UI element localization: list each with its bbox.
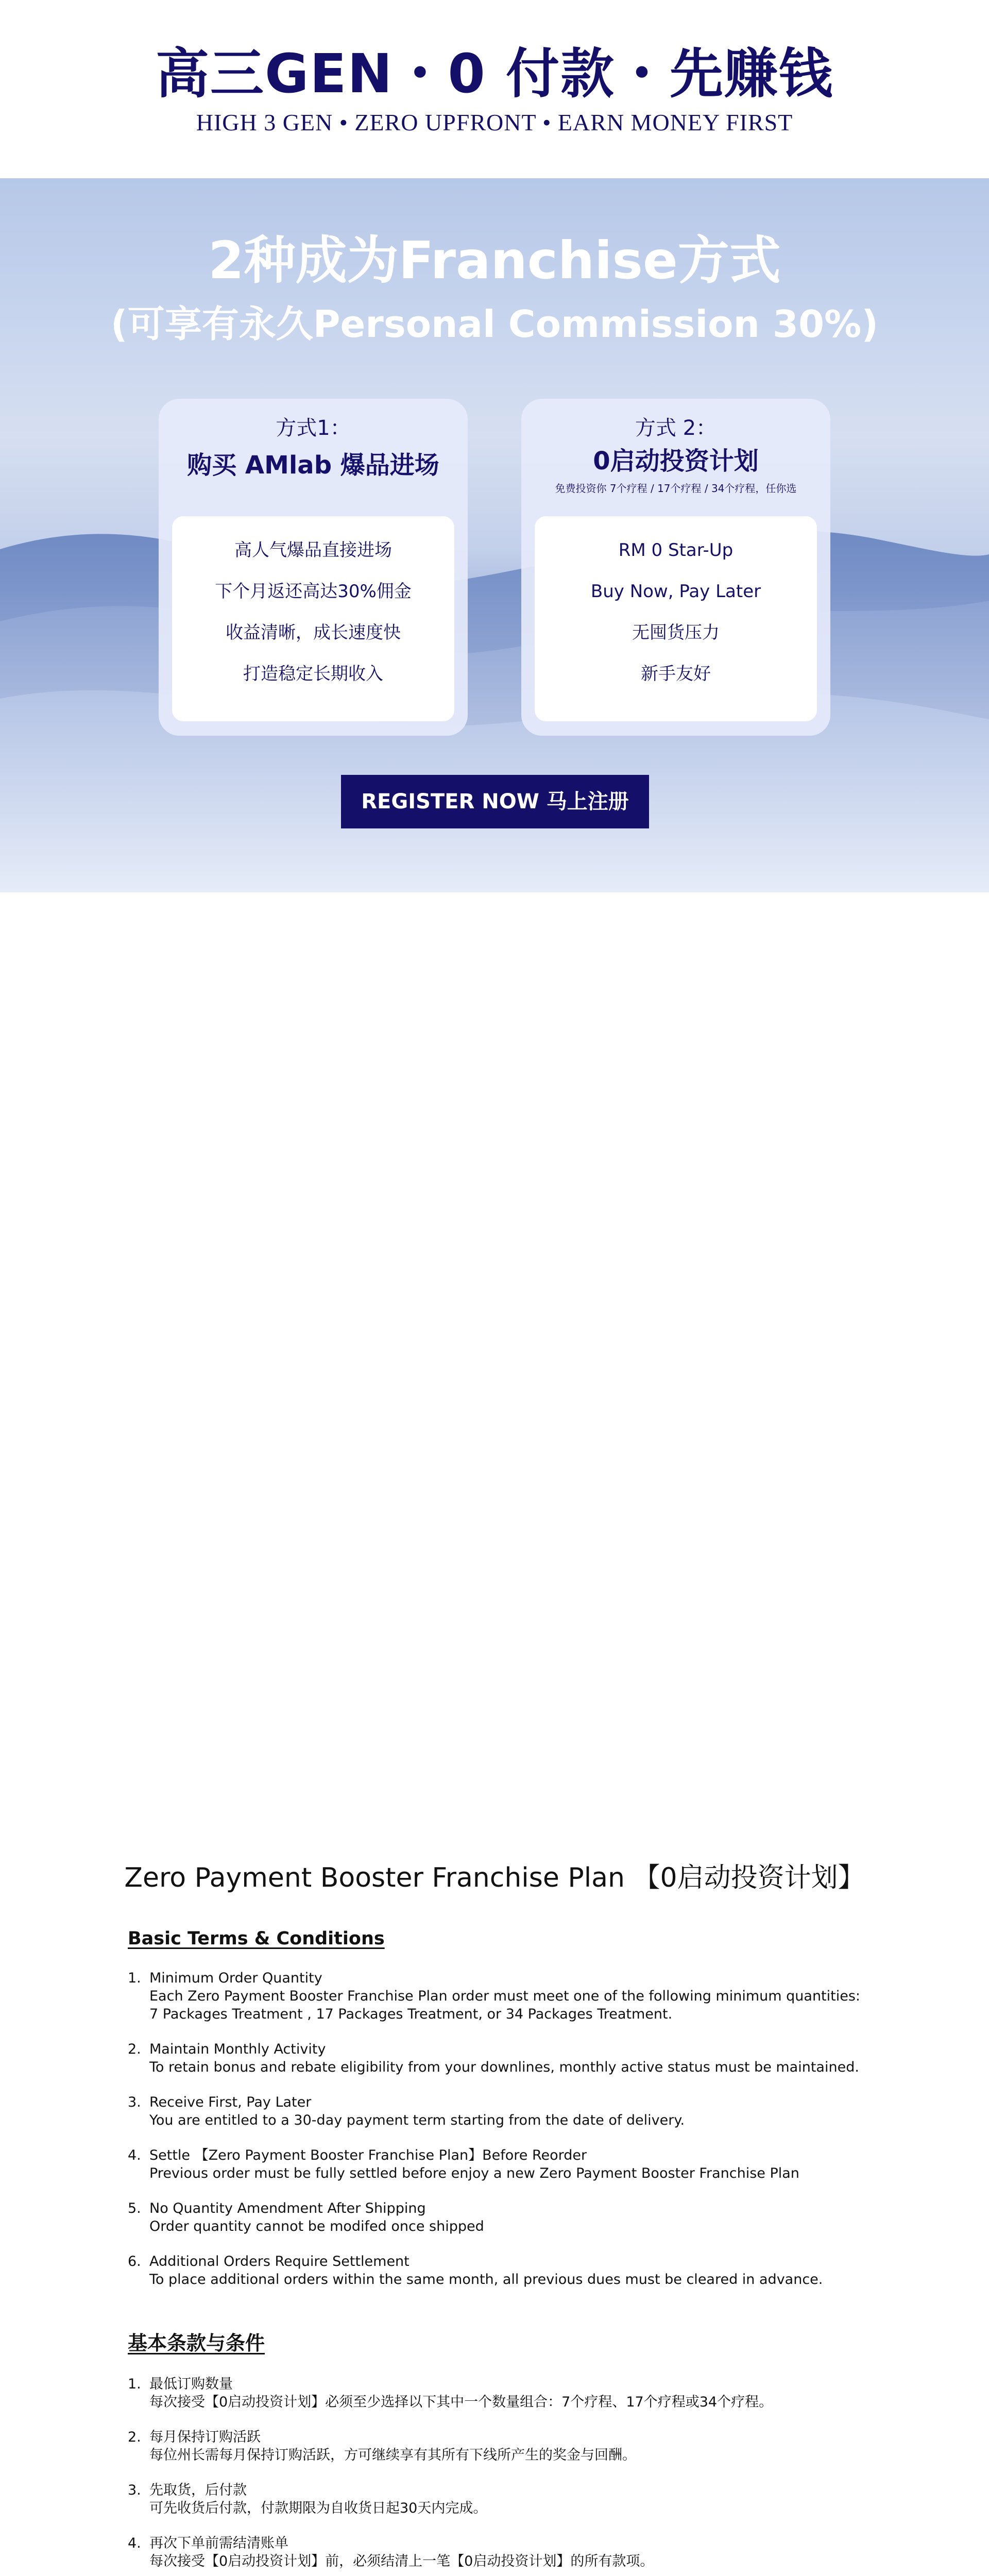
hero-title: 2种成为Franchise方式 <box>208 230 781 291</box>
option-card-1 <box>159 399 468 736</box>
benefit-item: 高人气爆品直接进场 <box>234 540 392 561</box>
terms-item <box>128 1969 890 2023</box>
card-benefits <box>172 516 454 721</box>
card-kicker: 方式 2： <box>635 416 717 440</box>
item-number: 5. <box>128 2200 141 2216</box>
item-title: 再次下单前需结清账单 <box>149 2535 288 2551</box>
card-kicker: 方式1： <box>276 416 351 440</box>
item-description: 每次接受【0启动投资计划】必须至少选择以下其中一个数量组合：7个疗程、17个疗程或34个疗程。 <box>149 2394 773 2410</box>
item-description: Each Zero Payment Booster Franchise Plan order must meet one of the following minimum quantities: <box>149 1988 861 2004</box>
hero-banner <box>0 178 989 892</box>
terms-item <box>128 2093 890 2129</box>
benefit-item: 打造稳定长期收入 <box>243 664 383 684</box>
item-description: Order quantity cannot be modifed once shipped <box>149 2218 484 2234</box>
item-title: 每月保持订购活跃 <box>149 2429 261 2445</box>
item-number: 6. <box>128 2253 141 2269</box>
item-number: 4. <box>128 2147 141 2163</box>
item-number: 2. <box>128 2041 141 2057</box>
item-number: 1. <box>128 2376 141 2392</box>
item-number: 3. <box>128 2482 141 2498</box>
item-description: 可先收货后付款，付款期限为自收货日起30天内完成。 <box>149 2500 487 2516</box>
card-note: 免费投资你 7个疗程 / 17个疗程 / 34个疗程，任你选 <box>555 482 797 495</box>
item-title: Settle 【Zero Payment Booster Franchise Plan】Before Reorder <box>149 2147 587 2163</box>
terms-item <box>128 2534 890 2570</box>
benefit-item: Buy Now, Pay Later <box>590 581 761 602</box>
terms-item <box>128 2146 890 2182</box>
item-description: Previous order must be fully settled before enjoy a new Zero Payment Booster Franchise Plan <box>149 2165 799 2181</box>
card-title: 购买 AMlab 爆品进场 <box>187 451 439 480</box>
page-header <box>0 0 989 178</box>
terms-list-en <box>128 1969 890 2306</box>
terms-heading-zh: 基本条款与条件 <box>128 2332 265 2354</box>
item-description: 7 Packages Treatment , 17 Packages Treatment, or 34 Packages Treatment. <box>149 2006 673 2022</box>
item-title: Additional Orders Require Settlement <box>149 2253 410 2269</box>
item-description: To place additional orders within the same month, all previous dues must be cleared in advance. <box>149 2272 823 2287</box>
item-description: To retain bonus and rebate eligibility from your downlines, monthly active status must be maintained. <box>149 2059 859 2075</box>
item-description: 每位州长需每月保持订购活跃，方可继续享有其所有下线所产生的奖金与回酬。 <box>149 2447 636 2463</box>
hero-subtitle: (可享有永久Personal Commission 30%) <box>110 302 879 346</box>
item-title: 最低订购数量 <box>149 2376 233 2392</box>
item-title: No Quantity Amendment After Shipping <box>149 2200 426 2216</box>
header-subtitle: HIGH 3 GEN • ZERO UPFRONT • EARN MONEY FIRST <box>196 109 793 135</box>
card-title: 0启动投资计划 <box>593 447 759 476</box>
terms-list-zh <box>128 2375 890 2576</box>
item-number: 4. <box>128 2535 141 2551</box>
item-title: 先取货，后付款 <box>149 2482 247 2498</box>
item-title: Receive First, Pay Later <box>149 2094 312 2110</box>
benefit-item: RM 0 Star-Up <box>618 540 734 561</box>
benefit-item: 新手友好 <box>641 664 711 684</box>
option-card-2 <box>521 399 830 736</box>
header-title: 高三GEN・0 付款・先赚钱 <box>155 42 834 105</box>
item-description: 每次接受【0启动投资计划】前，必须结清上一笔【0启动投资计划】的所有款项。 <box>149 2553 654 2569</box>
register-now-button[interactable]: REGISTER NOW 马上注册 <box>341 775 649 828</box>
item-number: 2. <box>128 2429 141 2445</box>
card-benefits <box>535 516 817 721</box>
item-number: 1. <box>128 1970 141 1986</box>
terms-item <box>128 2375 890 2411</box>
terms-item <box>128 2252 890 2289</box>
terms-item <box>128 2481 890 2517</box>
benefit-item: 收益清晰，成长速度快 <box>226 622 401 643</box>
benefit-item: 无囤货压力 <box>632 622 720 643</box>
terms-item <box>128 2199 890 2235</box>
terms-item <box>128 2040 890 2076</box>
terms-item <box>128 2428 890 2464</box>
terms-heading-en: Basic Terms & Conditions <box>128 1928 385 1949</box>
item-title: Maintain Monthly Activity <box>149 2041 326 2057</box>
plan-title: Zero Payment Booster Franchise Plan 【0启动投资计划】 <box>124 1862 865 1893</box>
item-description: You are entitled to a 30-day payment term starting from the date of delivery. <box>149 2112 685 2128</box>
item-number: 3. <box>128 2094 141 2110</box>
item-title: Minimum Order Quantity <box>149 1970 322 1986</box>
benefit-item: 下个月返还高达30%佣金 <box>215 581 412 602</box>
